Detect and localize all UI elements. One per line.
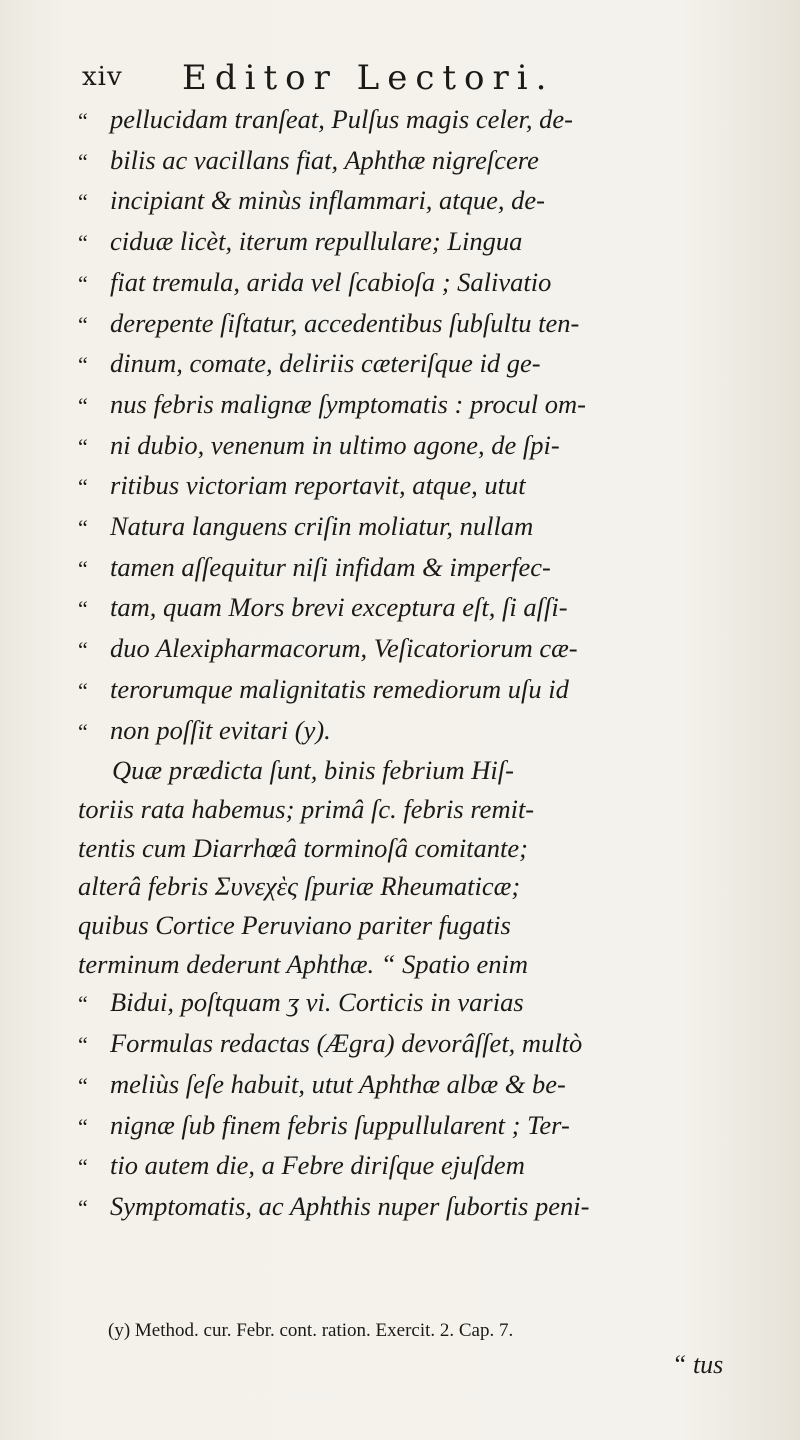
text-line bbox=[78, 867, 746, 906]
text-line bbox=[78, 711, 746, 752]
line-text: nignæ ſub finem febris ſuppullularent ; Ter- bbox=[110, 1109, 570, 1140]
quote-mark: “ bbox=[78, 1194, 88, 1220]
text-line bbox=[78, 304, 746, 345]
text-line bbox=[78, 385, 746, 426]
quote-mark: “ bbox=[78, 189, 88, 215]
quote-mark: “ bbox=[78, 230, 88, 256]
line-text: terorumque malignitatis remediorum uſu id bbox=[110, 673, 569, 704]
quote-mark: “ bbox=[78, 270, 88, 296]
quote-mark: “ bbox=[78, 596, 88, 622]
text-line bbox=[78, 945, 746, 984]
line-text: meliùs ſeſe habuit, utut Aphthæ albæ & be- bbox=[110, 1068, 566, 1099]
text-line bbox=[78, 1065, 746, 1106]
line-text: fiat tremula, arida vel ſcabioſa ; Salivatio bbox=[110, 266, 552, 297]
body-text bbox=[78, 100, 746, 1228]
line-text: dinum, comate, deliriis cæteriſque id ge- bbox=[110, 348, 541, 379]
text-line bbox=[78, 100, 746, 141]
quote-mark: “ bbox=[78, 677, 88, 703]
line-text: tentis cum Diarrhœâ torminoſâ comitante; bbox=[78, 832, 528, 863]
quote-mark: “ bbox=[78, 1154, 88, 1180]
line-text: ritibus victoriam reportavit, atque, utut bbox=[110, 470, 526, 501]
text-line bbox=[78, 1024, 746, 1065]
quote-mark: “ bbox=[78, 148, 88, 174]
text-line bbox=[78, 466, 746, 507]
catchword: “ tus bbox=[672, 1350, 724, 1379]
page-number: xiv bbox=[82, 62, 123, 92]
text-line bbox=[78, 629, 746, 670]
quote-mark: “ bbox=[78, 352, 88, 378]
page-header bbox=[82, 58, 742, 98]
quote-mark: “ bbox=[78, 108, 88, 133]
line-text: tamen aſſequitur niſi infidam & imperfec- bbox=[110, 551, 551, 582]
text-line bbox=[78, 344, 746, 385]
line-text: incipiant & minùs inflammari, atque, de- bbox=[110, 185, 546, 216]
line-text: ciduæ licèt, iterum repullulare; Lingua bbox=[110, 226, 523, 257]
line-text: ni dubio, venenum in ultimo agone, de ſpi- bbox=[110, 429, 560, 460]
quote-mark: “ bbox=[78, 433, 88, 459]
line-text: derepente ſiſtatur, accedentibus ſubſultu ten- bbox=[110, 307, 580, 338]
line-text: non poſſit evitari (y). bbox=[110, 714, 331, 745]
text-line bbox=[78, 548, 746, 589]
quote-mark: “ bbox=[78, 392, 88, 418]
text-line bbox=[78, 141, 746, 182]
quote-mark: “ bbox=[78, 718, 88, 744]
text-line bbox=[78, 751, 746, 790]
footnote: (y) Method. cur. Febr. cont. ration. Exercit. 2. Cap. 7. bbox=[108, 1320, 514, 1341]
text-line bbox=[78, 1106, 746, 1147]
line-text: duo Alexipharmacorum, Veſicatoriorum cæ- bbox=[110, 633, 578, 664]
text-line bbox=[78, 263, 746, 304]
quote-mark: “ bbox=[78, 1032, 88, 1058]
text-line bbox=[78, 588, 746, 629]
line-text: Formulas redactas (Ægra) devorâſſet, multò bbox=[110, 1028, 583, 1059]
line-text: tam, quam Mors brevi exceptura eſt, ſi aſſi- bbox=[110, 592, 568, 623]
text-line bbox=[78, 790, 746, 829]
text-line bbox=[78, 222, 746, 263]
line-text: bilis ac vacillans fiat, Aphthæ nigreſcere bbox=[110, 144, 539, 175]
quote-mark: “ bbox=[78, 1113, 88, 1139]
line-text: Natura languens criſin moliatur, nullam bbox=[110, 511, 534, 542]
text-line bbox=[78, 829, 746, 868]
line-text: Symptomatis, ac Aphthis nuper ſubortis peni- bbox=[110, 1190, 590, 1221]
quote-mark: “ bbox=[78, 637, 88, 663]
text-line bbox=[78, 1187, 746, 1228]
text-line bbox=[78, 906, 746, 945]
line-text: tio autem die, a Febre diriſque ejuſdem bbox=[110, 1150, 525, 1181]
running-head: Editor Lectori. bbox=[182, 58, 555, 98]
quote-mark: “ bbox=[78, 1072, 88, 1098]
line-text: Quæ prædicta ſunt, binis febrium Hiſ- bbox=[112, 755, 514, 786]
text-line bbox=[78, 507, 746, 548]
quote-mark: “ bbox=[78, 991, 88, 1017]
quote-mark: “ bbox=[78, 311, 88, 337]
text-line bbox=[78, 1146, 746, 1187]
line-text: quibus Cortice Peruviano pariter fugatis bbox=[78, 910, 511, 941]
text-line bbox=[78, 426, 746, 467]
quote-mark: “ bbox=[78, 474, 88, 500]
line-text: Bidui, poſtquam ʒ vi. Corticis in varias bbox=[110, 987, 524, 1018]
quote-mark: “ bbox=[78, 555, 88, 581]
text-line bbox=[78, 983, 746, 1024]
line-text: toriis rata habemus; primâ ſc. febris remit- bbox=[78, 793, 535, 824]
quote-mark: “ bbox=[78, 515, 88, 541]
line-text: alterâ febris Συνεχὲς ſpuriæ Rheumaticæ; bbox=[78, 871, 521, 902]
line-text: pellucidam tranſeat, Pulſus magis celer, de- bbox=[110, 104, 573, 134]
line-text: terminum dederunt Aphthæ. “ Spatio enim bbox=[78, 948, 528, 979]
text-line bbox=[78, 670, 746, 711]
text-line bbox=[78, 181, 746, 222]
line-text: nus febris malignæ ſymptomatis : procul om- bbox=[110, 388, 587, 419]
